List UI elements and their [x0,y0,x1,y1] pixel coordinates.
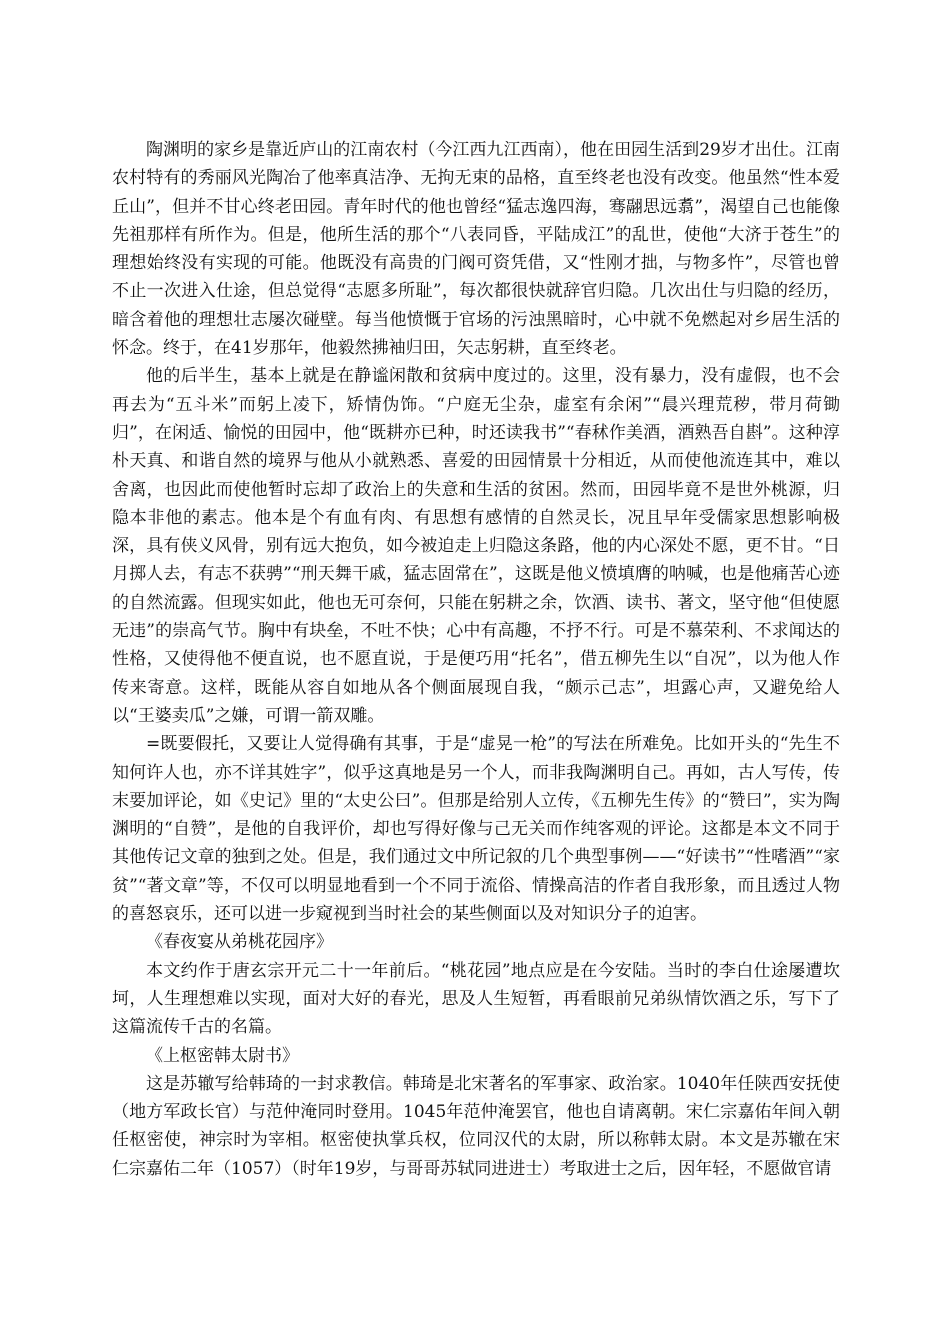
paragraph-writing-technique: =既要假托，又要让人觉得确有其事，于是“虚晃一枪”的写法在所难免。比如开头的“先生不知何许人也，亦不详其姓字”，似乎这真地是另一个人，而非我陶渊明自己。再如，古人写传，传末要加评论，如《史记》里的“太史公曰”。但那是给别人立传，《五柳先生传》的“赞曰”，实为陶渊明的“自赞”，是他的自我评价，却也写得好像与己无关而作纯客观的评论。这都是本文不同于其他传记文章的独到之处。但是，我们通过文中所记叙的几个典型事例——“好读书”“性嗜酒”“家贫”“著文章”等，不仅可以明显地看到一个不同于流俗、情操高洁的作者自我形象，而且透过人物的喜怒哀乐，还可以进一步窥视到当时社会的某些侧面以及对知识分子的迫害。 [112,734,840,925]
document-body [112,136,840,1183]
paragraph-tao-yuanming-background: 陶渊明的家乡是靠近庐山的江南农村（今江西九江西南），他在田园生活到29岁才出仕。江南农村特有的秀丽风光陶冶了他率真洁净、无拘无束的品格，直至终老也没有改变。他虽然“性本爱丘山”，但并不甘心终老田园。青年时代的他也曾经“猛志逸四海，骞翮思远翥”，渴望自己也能像先祖那样有所作为。但是，他所生活的那个“八表同昏，平陆成江”的乱世，使他“大济于苍生”的理想始终没有实现的可能。他既没有高贵的门阀可资凭借，又“性刚才拙，与物多忤”，尽管也曾不止一次进入仕途，但总觉得“志愿多所耻”，每次都很快就辞官归隐。几次出仕与归隐的经历，暗含着他的理想壮志屡次碰壁。每当他愤慨于官场的污浊黑暗时，心中就不免燃起对乡居生活的怀念。终于，在41岁那年，他毅然拂袖归田，矢志躬耕，直至终老。 [112,140,840,359]
section-heading-shang-shumi: 《上枢密韩太尉书》 [146,1045,299,1066]
section-heading-chunye-yan: 《春夜宴从弟桃花园序》 [146,932,333,953]
paragraph-shang-shumi-intro: 这是苏辙写给韩琦的一封求教信。韩琦是北宋著名的军事家、政治家。1040年任陕西安抚使（地方军政长官）与范仲淹同时登用。1045年范仲淹罢官，他也自请离朝。宋仁宗嘉佑年间入朝任枢密使，神宗时为宰相。枢密使执掌兵权，位同汉代的太尉，所以称韩太尉。本文是苏辙在宋仁宗嘉佑二年（1057）（时年19岁，与哥哥苏轼同进进士）考取进士之后，因年轻，不愿做官请 [112,1073,840,1179]
paragraph-later-life: 他的后半生，基本上就是在静谧闲散和贫病中度过的。这里，没有暴力，没有虚假，也不会再去为“五斗米”而躬上凌下，矫情伪饰。“户庭无尘杂，虚室有余闲”“晨兴理荒秽，带月荷锄归”，在闲适、愉悦的田园中，他“既耕亦已种，时还读我书”“春秫作美酒，酒熟吾自斟”。这种淳朴天真、和谐自然的境界与他从小就熟悉、喜爱的田园情景十分相近，从而使他流连其中，难以舍离，也因此而使他暂时忘却了政治上的失意和生活的贫困。然而，田园毕竟不是世外桃源，归隐本非他的素志。他本是个有血有肉、有思想有感情的自然灵长，况且早年受儒家思想影响极深，具有侠义风骨，别有远大抱负，如今被迫走上归隐这条路，他的内心深处不愿，更不甘。“日月掷人去，有志不获骋”“刑天舞干戚，猛志固常在”，这既是他义愤填膺的呐喊，也是他痛苦心迹的自然流露。但现实如此，他也无可奈何，只能在躬耕之余，饮酒、读书、著文，坚守他“但使愿无违”的崇高气节。胸中有块垒，不吐不快；心中有高趣，不抒不行。可是不慕荣利、不求闻达的性格，又使得他不便直说，也不愿直说，于是便巧用“托名”，借五柳先生以“自况”，以为他人作传来寄意。这样，既能从容自如地从各个侧面展现自我，“颇示己志”，坦露心声，又避免给人以“王婆卖瓜”之嫌，可谓一箭双雕。 [112,366,840,726]
paragraph-chunye-yan-intro: 本文约作于唐玄宗开元二十一年前后。“桃花园”地点应是在今安陆。当时的李白仕途屡遭坎坷，人生理想难以实现，面对大好的春光，思及人生短暂，再看眼前兄弟纵情饮酒之乐，写下了这篇流传千古的名篇。 [112,960,840,1038]
